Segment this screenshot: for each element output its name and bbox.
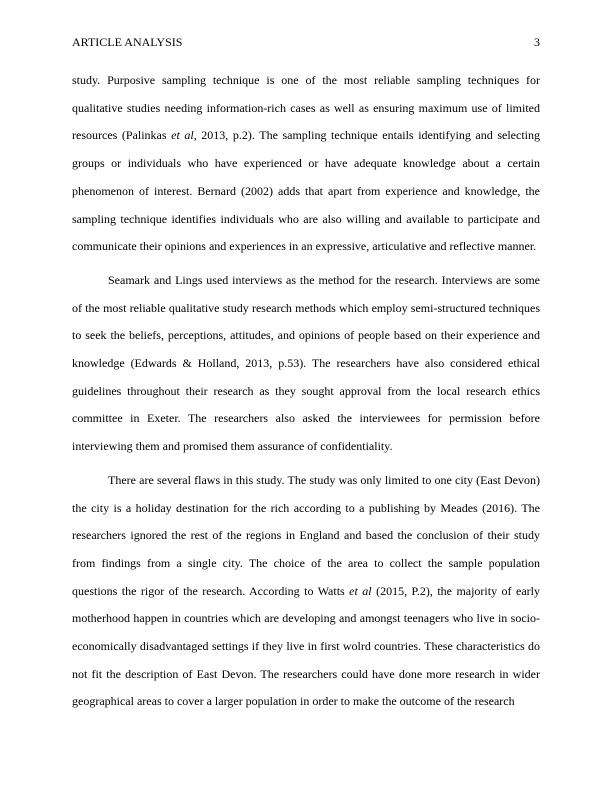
paragraph-1-italic: et al: [171, 128, 194, 143]
paragraph-3: [72, 467, 540, 716]
running-header: [72, 35, 540, 50]
paragraph-3-italic: et al: [349, 583, 372, 598]
paragraph-1-text-b: , 2013, p.2). The sampling technique entails identifying and selecting groups or individuals who have experienced or have adequate knowledge about a certain phenomenon of interest. Bernard (2002) adds that apart from experience and knowledge, the sampling technique identifies individuals who are also willing and available to participate and communicate their opinions and experiences in an expressive, articulative and reflective manner.: [72, 128, 540, 254]
paragraph-2: Seamark and Lings used interviews as the method for the research. Interviews are some of the most reliable qualitative study research methods which employ semi-structured techniques to seek the beliefs, perceptions, attitudes, and opinions of people based on their experience and knowledge (Edwards & Holland, 2013, p.53). The researchers have also considered ethical guidelines throughout their research as they sought approval from the local research ethics committee in Exeter. The researchers also asked the interviewees for permission before interviewing them and promised them assurance of confidentiality.: [72, 272, 540, 454]
paragraph-3-text-a: There are several flaws in this study. The study was only limited to one city (East Devon) the city is a holiday destination for the rich according to a publishing by Meades (2016). The researchers ignored the rest of the regions in England and based the conclusion of their study from findings from a single city. The choice of the area to collect the sample population questions the rigor of the research. According to Watts: [72, 472, 540, 598]
page-number: 3: [534, 35, 540, 49]
paragraph-1-text-a: study. Purposive sampling technique is one of the most reliable sampling techniques for qualitative studies needing information-rich cases as well as ensuring maximum use of limited resources (Palinkas: [72, 73, 540, 143]
body-text: [72, 67, 540, 722]
paragraph-1: [72, 67, 540, 261]
paragraph-3-text-b: (2015, P.2), the majority of early motherhood happen in countries which are developing and amongst teenagers who live in socio-economically disadvantaged settings if they live in first wolrd countries. These characteristics do not fit the description of East Devon. The researchers could have done more research in wider geographical areas to cover a larger population in order to make the outcome of the research: [72, 583, 540, 709]
running-title: ARTICLE ANALYSIS: [72, 35, 183, 49]
